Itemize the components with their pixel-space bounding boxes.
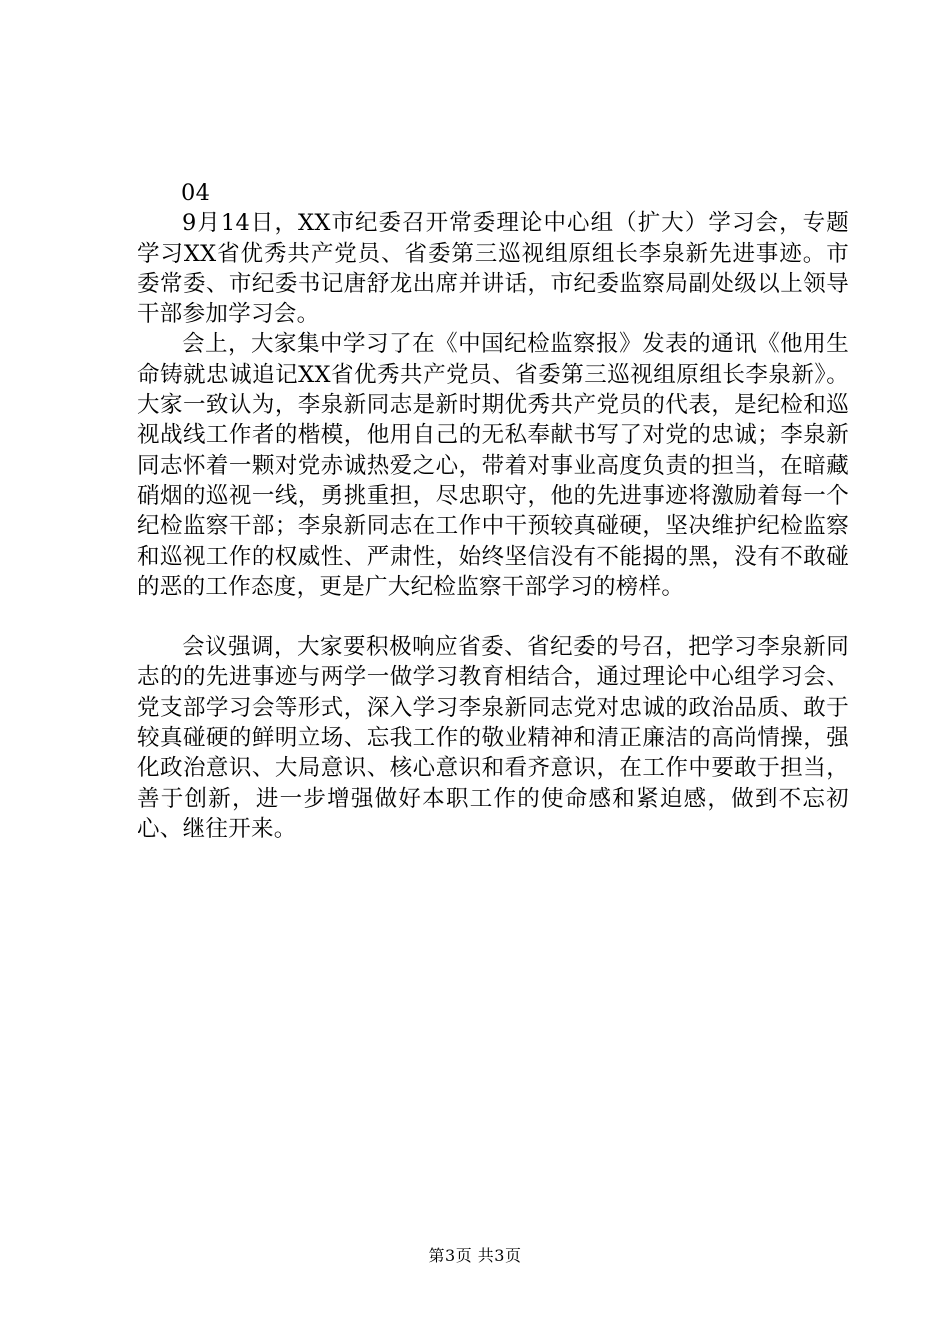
section-number: 04 — [181, 180, 211, 206]
paragraph-meeting-emphasis: 会议强调，大家要积极响应省委、省纪委的号召，把学习李泉新同志的的先进事迹与两学一做学习教育相结合，通过理论中心组学习会、党支部学习会等形式，深入学习李泉新同志党对忠诚的政治品质、敢于较真碰硬的鲜明立场、忘我工作的敬业精神和清正廉洁的高尚情操，强化政治意识、大局意识、核心意识和看齐意识，在工作中要敢于担当，善于创新，进一步增强做好本职工作的使命感和紧迫感，做到不忘初心、继往开来。 — [137, 634, 849, 842]
page-footer: 第3页 共3页 — [428, 1246, 522, 1265]
document-body — [137, 178, 849, 844]
paragraph-meeting-content: 会上，大家集中学习了在《中国纪检监察报》发表的通讯《他用生命铸就忠诚追记XX省优秀共产党员、省委第三巡视组原组长李泉新》。大家一致认为，李泉新同志是新时期优秀共产党员的代表，是纪检和巡视战线工作者的楷模，他用自己的无私奉献书写了对党的忠诚；李泉新同志怀着一颗对党赤诚热爱之心，带着对事业高度负责的担当，在暗藏硝烟的巡视一线，勇挑重担，尽忠职守，他的先进事迹将激励着每一个纪检监察干部；李泉新同志在工作中干预较真碰硬，坚决维护纪检监察和巡视工作的权威性、严肃性，始终坚信没有不能揭的黑，没有不敢碰的恶的工作态度，更是广大纪检监察干部学习的榜样。 — [137, 331, 849, 600]
paragraph-meeting-intro: 9月14日，XX市纪委召开常委理论中心组（扩大）学习会，专题学习XX省优秀共产党员、省委第三巡视组原组长李泉新先进事迹。市委常委、市纪委书记唐舒龙出席并讲话，市纪委监察局副处级以上领导干部参加学习会。 — [137, 210, 849, 328]
